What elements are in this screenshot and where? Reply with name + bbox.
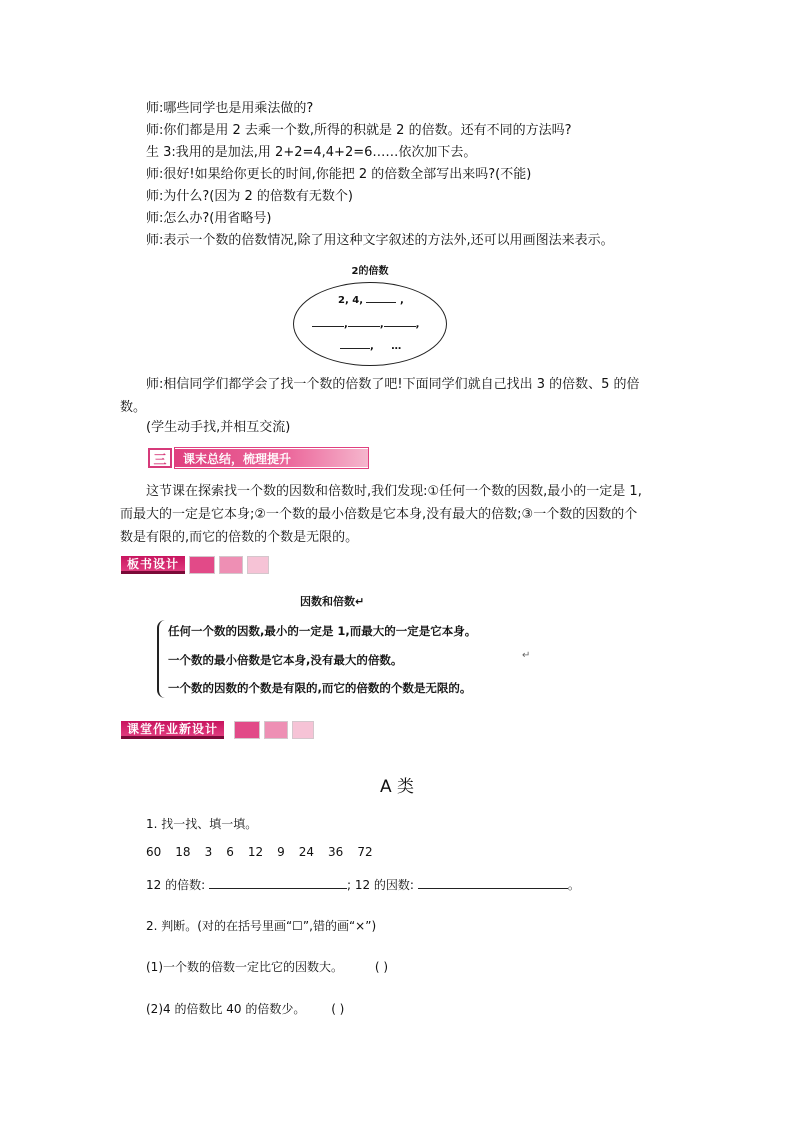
section-number: 三 — [148, 448, 172, 468]
diagram-blank — [348, 318, 380, 327]
q1-title: 1. 找一找、填一填。 — [146, 817, 258, 831]
dialog-line-2: 师:你们都是用 2 去乘一个数,所得的积就是 2 的倍数。还有不同的方法吗? — [146, 123, 572, 138]
number-item: 60 — [146, 845, 162, 859]
dialog-line-4: 师:很好!如果给你更长的时间,你能把 2 的倍数全部写出来吗?(不能) — [146, 167, 532, 182]
student-activity: (学生动手找,并相互交流) — [146, 420, 291, 435]
q2-item-text: (1)一个数的倍数一定比它的因数大。 — [146, 960, 343, 974]
q2-title: 2. 判断。(对的在括号里画“☐”,错的画“×”) — [146, 919, 377, 933]
decor-square — [292, 721, 314, 739]
factors-label: 12 的因数: — [354, 878, 414, 892]
decor-square — [189, 556, 215, 574]
section-3-heading — [148, 448, 368, 468]
diagram-row2-sep: , — [379, 319, 384, 330]
multiples-diagram — [292, 258, 448, 370]
number-item: 12 — [247, 845, 264, 859]
diagram-row2-end: , — [415, 319, 420, 330]
board-line-3: 一个数的因数的个数是有限的,而它的倍数的个数是无限的。 — [168, 681, 472, 695]
dialog-line-6: 师:怎么办?(用省略号) — [146, 211, 272, 226]
return-mark: ↵ — [522, 650, 531, 661]
dialog-line-5: 师:为什么?(因为 2 的倍数有无数个) — [146, 189, 353, 204]
homework-label: 课堂作业新设计 — [121, 721, 224, 739]
homework-heading: A 类 — [379, 777, 415, 797]
q2-item-1 — [146, 958, 388, 975]
q2-item-text: (2)4 的倍数比 40 的倍数少。 — [146, 1002, 306, 1016]
q2-item-2 — [146, 1000, 344, 1017]
answer-parentheses[interactable]: ( ) — [331, 1002, 345, 1016]
decor-square — [264, 721, 288, 739]
decor-square — [247, 556, 269, 574]
diagram-row3-sep: , — [370, 341, 374, 352]
answer-separator: ; — [346, 878, 352, 892]
diagram-row-3 — [340, 340, 401, 352]
factors-answer-blank[interactable] — [418, 876, 568, 889]
teacher-paragraph: 师:相信同学们都学会了找一个数的倍数了吧!下面同学们就自己找出 3 的倍数、5 的倍数。 — [120, 377, 640, 415]
diagram-blank — [340, 340, 370, 349]
number-item: 6 — [226, 845, 234, 859]
board-line-1: 任何一个数的因数,最小的一定是 1,而最大的一定是它本身。 — [168, 624, 477, 638]
number-item: 72 — [357, 845, 373, 859]
answer-parentheses[interactable]: ( ) — [374, 960, 389, 974]
decor-square — [234, 721, 260, 739]
board-title: 因数和倍数↵ — [300, 595, 365, 608]
diagram-ellipsis: … — [391, 341, 402, 352]
diagram-row-1 — [338, 294, 404, 306]
dialog-line-1: 师:哪些同学也是用乘法做的? — [146, 101, 314, 116]
diagram-row1-text: 2, 4, — [338, 295, 363, 306]
dialog-line-7: 师:表示一个数的倍数情况,除了用这种文字叙述的方法外,还可以用画图法来表示。 — [146, 233, 614, 248]
multiples-answer-blank[interactable] — [209, 876, 347, 889]
board-design-label: 板书设计 — [121, 556, 185, 574]
q1-numbers — [146, 845, 387, 859]
number-item: 9 — [277, 845, 285, 859]
diagram-row1-end: , — [399, 295, 404, 306]
decor-square — [219, 556, 243, 574]
diagram-blank — [312, 318, 344, 327]
diagram-blank — [384, 318, 416, 327]
diagram-blank — [366, 294, 396, 303]
diagram-title: 2的倍数 — [351, 266, 389, 277]
homework-tag — [121, 721, 314, 739]
dialog-line-3: 生 3:我用的是加法,用 2+2=4,4+2=6……依次加下去。 — [146, 145, 477, 160]
section-title: 课末总结，梳理提升 — [175, 448, 368, 468]
multiples-label: 12 的倍数: — [146, 878, 206, 892]
number-item: 3 — [204, 845, 213, 859]
summary-paragraph: 这节课在探索找一个数的因数和倍数时,我们发现:①任何一个数的因数,最小的一定是 1,而最大的一定是它本身;②一个数的最小倍数是它本身,没有最大的倍数;③一个数的因数的个数是有限的,而它的倍数的个数是无限的。 — [120, 484, 642, 545]
q1-answer-line — [146, 876, 580, 893]
board-line-2: 一个数的最小倍数是它本身,没有最大的倍数。 — [168, 653, 403, 667]
board-design-tag — [121, 556, 269, 574]
number-item: 24 — [298, 845, 315, 859]
number-item: 36 — [328, 845, 344, 859]
diagram-row2-sep: , — [344, 319, 348, 330]
answer-end: 。 — [567, 878, 580, 892]
diagram-row-2 — [312, 318, 419, 330]
number-item: 18 — [175, 845, 191, 859]
